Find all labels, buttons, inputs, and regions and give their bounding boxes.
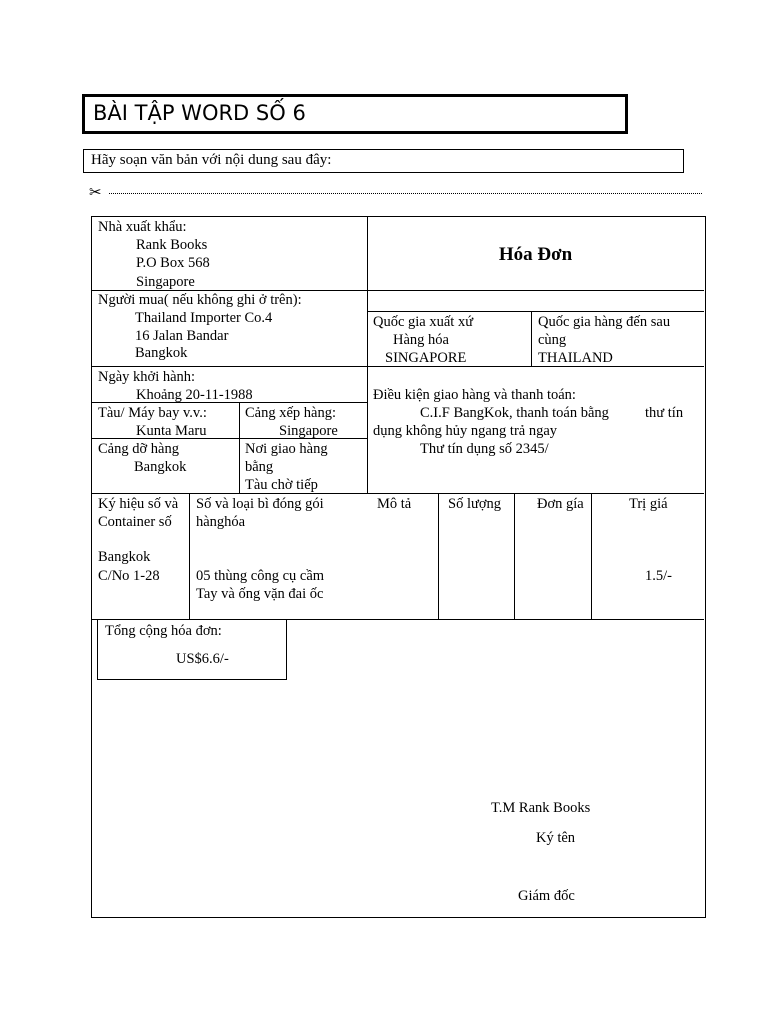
destination-label: Quốc gia hàng đến sau [538,314,671,330]
discharge-port-value: Bangkok [134,459,187,475]
terms-line: Thư tín dụng số 2345/ [420,441,549,457]
column-header-marks: Ký hiệu số và [98,496,179,512]
row-marks: Bangkok [98,549,151,565]
buyer-line: Thailand Importer Co.4 [135,310,273,326]
terms-label: Điều kiện giao hàng và thanh toán: [373,387,576,403]
exporter-line: Rank Books [136,237,208,253]
instruction-text: Hãy soạn văn bản với nội dung sau đây: [91,152,332,168]
column-header-description: Mô tả [377,496,412,512]
terms-line: dụng không hủy ngang trả ngay [373,423,558,439]
divider [438,493,439,619]
signature-title: Giám đốc [518,888,575,904]
delivery-place-label: bằng [245,459,274,475]
exporter-line: P.O Box 568 [136,255,210,271]
column-header-amount: Trị giá [629,496,668,512]
divider [591,493,592,619]
exporter-line: Singapore [136,274,195,290]
buyer-line: Bangkok [135,345,188,361]
column-header-marks: Container số [98,514,172,530]
delivery-place-label: Nơi giao hàng [245,441,328,457]
divider [531,311,532,366]
vessel-value: Kunta Maru [136,423,207,439]
total-label: Tổng cộng hóa đơn: [105,623,222,639]
origin-value: SINGAPORE [385,350,467,366]
divider [367,311,704,312]
divider [239,402,240,493]
departure-value: Khoảng 20-11-1988 [136,387,253,403]
departure-label: Ngày khởi hành: [98,369,196,385]
buyer-line: 16 Jalan Bandar [135,328,229,344]
row-packages: Tay và ống vặn đai ốc [196,586,324,602]
terms-line: C.I.F BangKok, thanh toán bằng [420,405,609,421]
invoice-title: Hóa Đơn [498,244,573,265]
title-box [82,94,628,134]
instruction-box [83,149,684,173]
signature-sign: Ký tên [536,830,576,846]
destination-value: THAILAND [538,350,613,366]
divider [189,493,190,619]
divider [91,493,704,494]
exporter-label: Nhà xuất khẩu: [98,219,187,235]
terms-line: thư tín [645,405,684,421]
column-header-quantity: Số lượng [448,496,501,512]
destination-label: cùng [538,332,567,348]
buyer-label: Người mua( nếu không ghi ở trên): [98,292,302,308]
row-marks: C/No 1-28 [98,568,160,584]
column-header-packages: hànghóa [196,514,246,530]
discharge-port-label: Cảng dỡ hàng [98,441,179,457]
origin-label: Hàng hóa [393,332,449,348]
column-header-packages: Số và loại bì đóng gói [196,496,324,512]
loading-port-value: Singapore [279,423,338,439]
delivery-place-value: Tàu chờ tiếp [245,477,318,493]
signature-company: T.M Rank Books [491,800,591,816]
loading-port-label: Cảng xếp hàng: [245,405,337,421]
divider [367,290,704,291]
cut-line [109,193,702,194]
page-title: BÀI TẬP WORD SỐ 6 [93,101,306,125]
total-value: US$6.6/- [176,651,229,667]
row-packages: 05 thùng công cụ cầm [196,568,325,584]
origin-label: Quốc gia xuất xứ [373,314,474,330]
scissors-icon: ✂ [89,183,102,201]
vessel-label: Tàu/ Máy bay v.v.: [98,405,207,421]
column-header-unit-price: Đơn gía [537,496,584,512]
row-amount: 1.5/- [645,568,672,584]
divider [514,493,515,619]
